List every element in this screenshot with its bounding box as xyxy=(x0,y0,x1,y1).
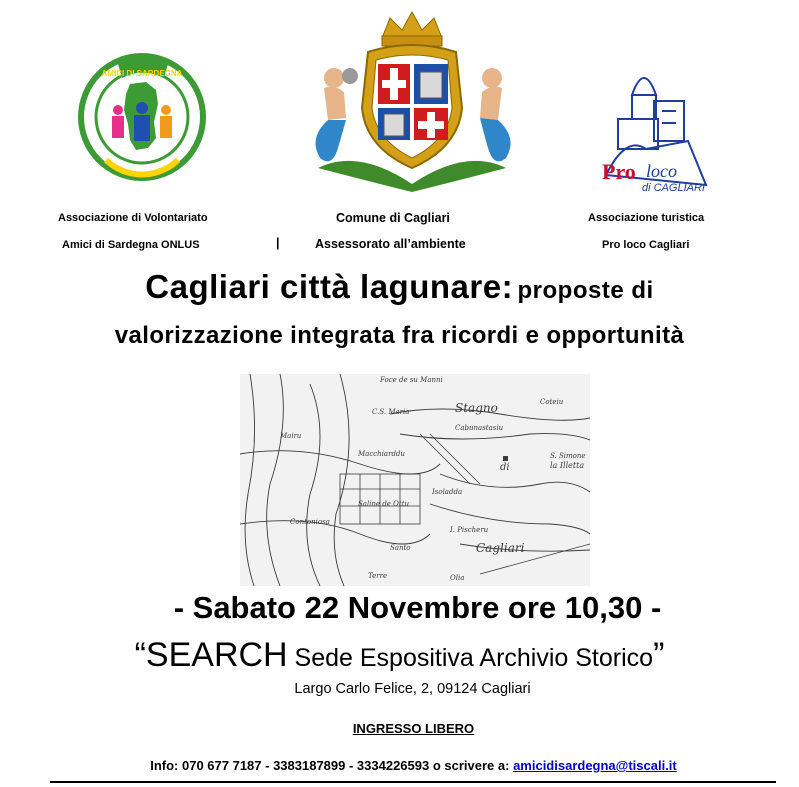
map-label: S. Simone xyxy=(550,452,586,460)
venue-open-quote: “ xyxy=(134,636,146,674)
map-label: Terre xyxy=(368,572,388,580)
comune-cagliari-coat-of-arms xyxy=(298,8,526,194)
map-label: Cabunastasiu xyxy=(455,424,504,432)
venue-name: SEARCH xyxy=(145,636,288,674)
city-text: di CAGLIARI xyxy=(642,182,705,194)
free-entry: INGRESSO LIBERO xyxy=(352,721,475,736)
map-label: Santo xyxy=(390,544,411,552)
logo-name-text: AMICI DI SARDEGNA xyxy=(101,69,183,78)
right-org-line1: Associazione turistica xyxy=(588,212,705,224)
info-text: Info: 070 677 7187 - 3383187899 - 3334226593 o scrivere a: xyxy=(150,758,514,773)
bottom-divider xyxy=(50,781,776,783)
map-label: Foce de su Manni xyxy=(380,376,443,384)
event-date: - Sabato 22 Novembre ore 10,30 - xyxy=(173,590,662,625)
title-part1: Cagliari città lagunare: xyxy=(145,268,514,305)
map-label: I. Pischeru xyxy=(450,526,489,534)
left-org-line1: Associazione di Volontariato xyxy=(58,212,208,224)
map-label: Mairu xyxy=(280,432,302,440)
map-label: C.S. Maria xyxy=(372,408,410,416)
map-label: di xyxy=(500,462,510,473)
map-label: Olia xyxy=(450,574,465,582)
map-label: Macchiarddu xyxy=(358,450,405,458)
venue-address: Largo Carlo Felice, 2, 09124 Cagliari xyxy=(294,681,531,697)
title-part2: proposte di xyxy=(517,277,654,304)
map-label: la Illetta xyxy=(550,461,585,470)
map-label: Contoniosa xyxy=(290,518,330,526)
map-label: Coteiu xyxy=(540,398,564,406)
pro-loco-cagliari-logo xyxy=(596,55,710,195)
venue-description: Sede Espositiva Archivio Storico xyxy=(287,644,654,672)
historic-lagoon-map xyxy=(240,374,590,586)
email-link[interactable]: amicidisardegna@tiscali.it xyxy=(513,758,677,773)
map-label: Stagno xyxy=(455,401,498,415)
left-org-line2: Amici di Sardegna ONLUS xyxy=(62,239,200,251)
venue-line xyxy=(0,636,799,675)
center-separator: | xyxy=(276,236,280,250)
title-line1 xyxy=(0,268,799,306)
map-label: Saline de Ottu xyxy=(358,500,410,508)
amici-di-sardegna-logo xyxy=(78,52,206,182)
info-line xyxy=(0,758,799,773)
center-org-line1: Comune di Cagliari xyxy=(336,211,450,225)
right-org-line2: Pro loco Cagliari xyxy=(602,239,690,251)
map-label: Isoladda xyxy=(432,488,463,496)
loco-text: loco xyxy=(646,161,677,181)
map-label: Cagliari xyxy=(476,541,525,555)
center-org-line2: Assessorato all’ambiente xyxy=(315,237,466,251)
pro-text: Pro xyxy=(602,159,636,184)
title-line2: valorizzazione integrata fra ricordi e opportunità xyxy=(114,322,685,349)
venue-close-quote: ” xyxy=(653,636,665,674)
